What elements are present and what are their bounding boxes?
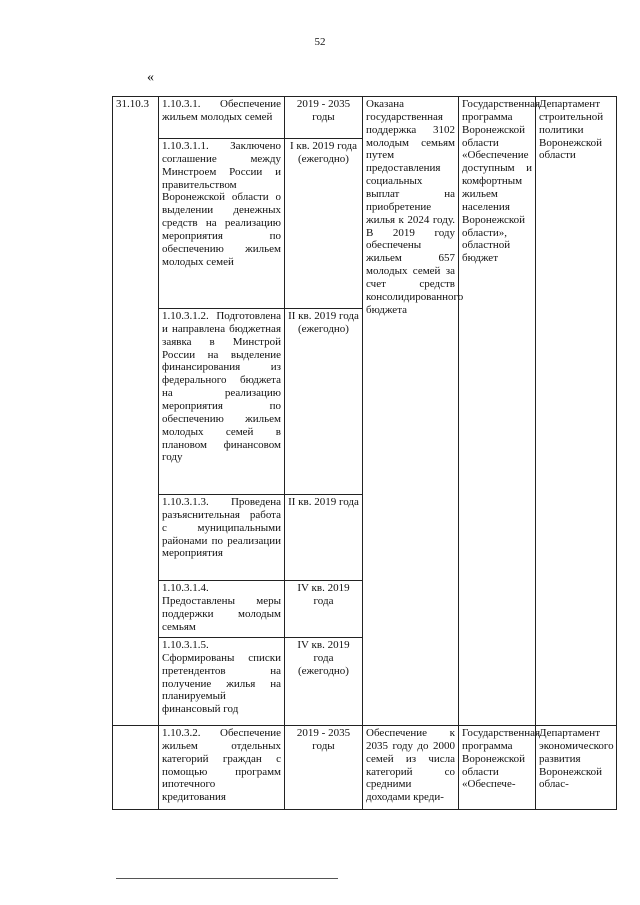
table-row [113, 97, 617, 139]
period-cell: 2019 - 2035 годы [285, 97, 363, 139]
table-row [113, 726, 617, 810]
event-cell: 1.10.3.1.1. Заключено соглашение между Минстроем России и правительством Воронежской области о выделении денежных средств на реализацию мероприятия по обеспечению жильем молодых семей [159, 139, 285, 309]
period-cell: 2019 - 2035 годы [285, 726, 363, 810]
period-cell: IV кв. 2019 года [285, 581, 363, 638]
period-cell: I кв. 2019 года (ежегодно) [285, 139, 363, 309]
measure-code-cell [113, 726, 159, 810]
event-cell: 1.10.3.1.5. Сформированы списки претендентов на получение жилья на планируемый финансовый год [159, 638, 285, 726]
executor-cell: Департамент строительной политики Воронежской области [536, 97, 617, 726]
executor-cell: Департамент экономического развития Воронежской облас- [536, 726, 617, 810]
event-cell: 1.10.3.1.2. Подготовлена и направлена бюджетная заявка в Минстрой России на выделение финансирования из федерального бюджета на реализацию мероприятия по обеспечению жильем молодых семей в плановом финансовом году [159, 309, 285, 495]
result-cell: Обеспечение к 2035 году до 2000 семей из числа категорий со средними доходами креди- [363, 726, 459, 810]
event-cell: 1.10.3.1.4. Предоставлены меры поддержки молодым семьям [159, 581, 285, 638]
event-cell: 1.10.3.1. Обеспечение жильем молодых семей [159, 97, 285, 139]
period-cell: II кв. 2019 года (ежегодно) [285, 309, 363, 495]
result-cell: Оказана государственная поддержка 3102 молодым семьям путем предоставления социальных выплат на приобретение жилья к 2024 году. В 2019 году обеспечены жильем 657 молодых семей за счет средств консолидированного бюджета [363, 97, 459, 726]
measures-table [112, 96, 617, 810]
program-cell: Государственная программа Воронежской области «Обеспече- [459, 726, 536, 810]
event-cell: 1.10.3.1.3. Проведена разъяснительная работа с муниципальными районами по реализации мероприятия [159, 495, 285, 581]
period-cell: II кв. 2019 года [285, 495, 363, 581]
period-cell: IV кв. 2019 года (ежегодно) [285, 638, 363, 726]
opening-quote-mark: « [147, 70, 154, 85]
event-cell: 1.10.3.2. Обеспечение жильем отдельных категорий граждан с помощью программ ипотечного кредитования [159, 726, 285, 810]
page-number: 52 [314, 36, 326, 48]
program-cell: Государственная программа Воронежской области «Обеспечение доступным и комфортным жильем населения Воронежской области», областной бюджет [459, 97, 536, 726]
footer-divider [116, 878, 338, 879]
measure-code-cell: 31.10.3 [113, 97, 159, 726]
